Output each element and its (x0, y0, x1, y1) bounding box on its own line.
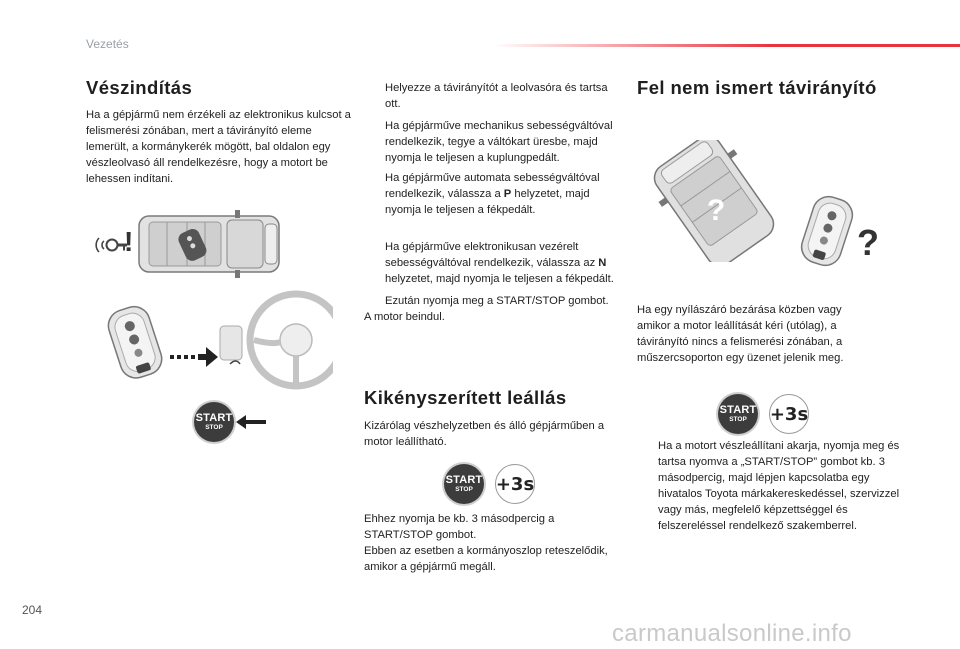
step-item (364, 118, 620, 166)
step-text: Ha gépjárműve mechanikus sebességváltóval rendelkezik, tegye a váltókart üresbe, majd nyomja le teljesen a kuplungpedált. (385, 120, 613, 164)
car-topview-icon (137, 210, 285, 278)
steering-wheel-icon (218, 290, 333, 390)
gear-p: P (503, 188, 512, 200)
hold-instruction: Ehhez nyomja be kb. 3 másodpercig a START/STOP gombot. (364, 513, 555, 541)
section-header: Vezetés (86, 37, 129, 51)
gear-n: N (598, 257, 607, 269)
start-label: START (445, 473, 483, 486)
remote-key-icon (100, 303, 172, 381)
hold-3s-icon (495, 464, 535, 504)
arrow-icon (236, 414, 266, 430)
result-text: A motor beindul. (364, 311, 445, 323)
forced-stop-paragraph: Kizárólag vészhelyzetben és álló gépjárműben a motor leállítható. (364, 420, 605, 448)
step-item (364, 170, 620, 218)
step-text: Helyezze a távirányítót a leolvasóra és tartsa ott. (385, 82, 608, 110)
start-stop-button-icon (718, 394, 758, 434)
step-text: helyzetet, majd nyomja le teljesen a fékpedált. (385, 188, 590, 216)
hold-3s-label: +3s (769, 403, 809, 425)
stop-label: STOP (205, 423, 223, 431)
step-item (364, 293, 620, 309)
step-text: Ha gépjárműve elektronikusan vezérelt sebességváltóval rendelkezik, válassza az (385, 241, 599, 269)
remote-key-icon (795, 193, 859, 269)
step-text: Ezután nyomja meg a START/STOP gombot. (385, 295, 609, 307)
hold-3s-icon (769, 394, 809, 434)
stop-label: STOP (729, 415, 747, 423)
watermark: carmanualsonline.info (612, 620, 852, 647)
page-number: 204 (22, 603, 43, 617)
stop-label: STOP (455, 485, 473, 493)
question-mark-icon: ? (706, 194, 726, 227)
intro-paragraph: Ha a gépjármű nem érzékeli az elektronikus kulcsot a felismerési zónában, mert a távirányító eleme lemerült, a kormánykerék mögött, bal oldalon egy vészleolvasó áll rendelkezésre, hogy a motort be lehessen indítani. (86, 109, 351, 185)
start-label: START (195, 411, 233, 424)
column-lock-note: Ebben az esetben a kormányoszlop reteszelődik, amikor a gépjármű megáll. (364, 545, 608, 573)
unrecognized-paragraph: Ha egy nyílászáró bezárása közben vagy amikor a motor leállítását kéri (utólag), a távirányító nincs a felismerési zónában, a műszercsoporton egy üzenet jelenik meg. (637, 304, 844, 364)
step-item (364, 239, 620, 287)
title-emergency-start: Vészindítás (86, 77, 193, 98)
steps-list (364, 80, 620, 325)
question-mark-icon: ? (857, 222, 879, 263)
step-text: Ha gépjárműve automata sebességváltóval rendelkezik, válassza a (385, 172, 600, 200)
step-item (364, 80, 620, 112)
arrow-icon (170, 345, 220, 369)
emergency-stop-text: Ha a motort vészleállítani akarja, nyomja meg és tartsa nyomva a „START/STOP” gombot kb. 3 másodpercig, majd lépjen kapcsolatba egy hivatalos Toyota márkakereskedéssel, szervizzel vagy más, megfelelő képzettséggel és felszereléssel rendelkező szakemberrel. (658, 440, 900, 532)
title-unrecognized-remote: Fel nem ismert távirányító (637, 77, 877, 98)
title-forced-stop: Kikényszerített leállás (364, 387, 567, 408)
car-topview-icon (650, 140, 778, 262)
emergency-stop-item (637, 438, 908, 534)
hold-3s-label: +3s (495, 473, 535, 495)
start-stop-button-icon (194, 402, 234, 442)
warning-mark: ! (124, 226, 134, 257)
start-label: START (719, 403, 757, 416)
step-text: helyzetet, majd nyomja le teljesen a fékpedált. (385, 273, 614, 285)
header-accent-bar (492, 44, 960, 47)
start-stop-button-icon (444, 464, 484, 504)
